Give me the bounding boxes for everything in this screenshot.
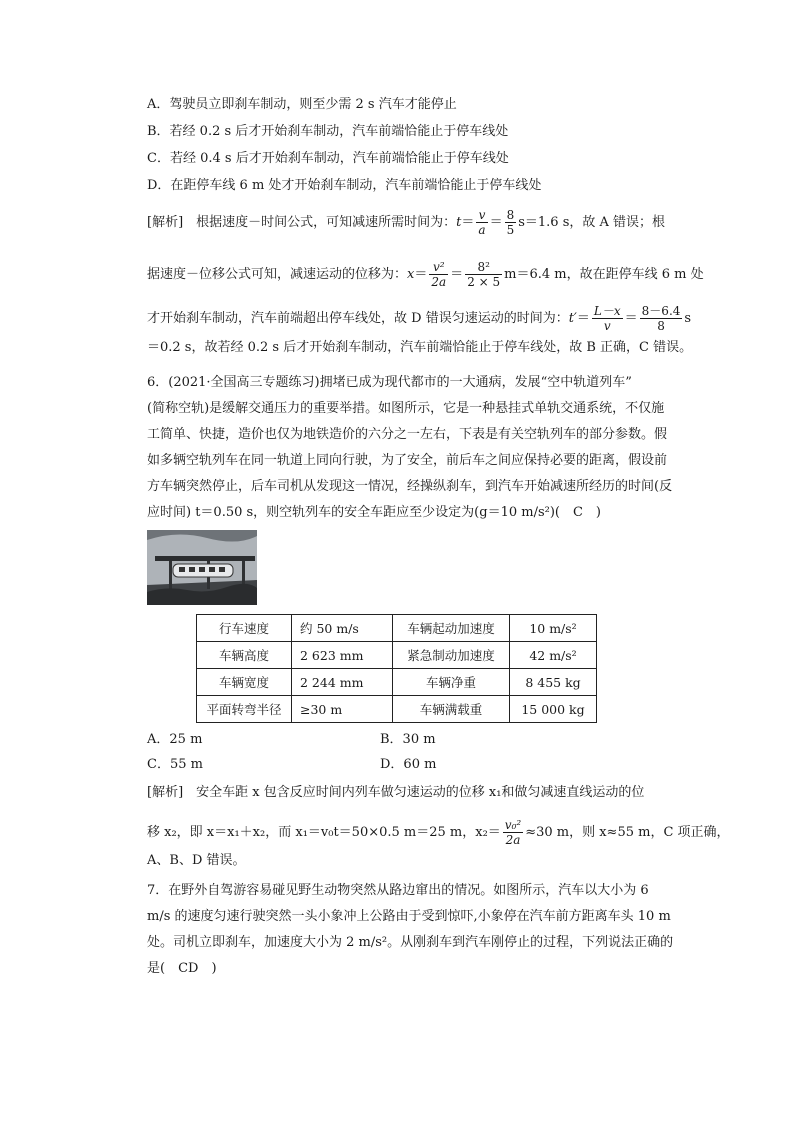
q6-option-d: D．60 m [380,757,437,772]
table-cell: 2 244 mm [292,669,393,696]
fraction-denominator: v [603,319,611,333]
fraction-64-over-10 [465,260,502,289]
table-cell: 车辆满载重 [393,696,510,723]
table-cell: 约 50 m/s [292,615,393,642]
equals-sign: ＝ [576,311,590,326]
table-row [197,669,597,696]
var-x: x [407,267,415,282]
table-cell: 车辆起动加速度 [393,615,510,642]
q5-analysis-line-2 [147,260,704,289]
table-cell: 10 m/s² [510,615,597,642]
q5-option-a: A．驾驶员立即刹车制动，则至少需 2 s 汽车才能停止 [147,97,457,112]
q6-stem-line-5: 方车辆突然停止，后车司机从发现这一情况，经操纵刹车，到汽车开始减速所经历的时间(反 [147,479,673,494]
q6-option-a: A．25 m [147,732,203,747]
fraction-l-minus-x-over-v [592,304,623,333]
q5-analysis-text: 才开始刹车制动，汽车前端超出停车线处，故 D 错误匀速运动的时间为： [147,311,569,326]
q6-analysis-text: ≈30 m，则 x≈55 m，C 项正确， [525,825,730,840]
table-cell: 车辆净重 [393,669,510,696]
fraction-denominator: 5 [506,223,515,237]
equals-sign: ＝ [624,311,638,326]
q6-analysis-text: 移 x₂，即 x＝x₁＋x₂，而 x₁＝v₀t＝50×0.5 m＝25 m，x₂＝ [147,825,501,840]
q6-analysis-line-3: A、B、D 错误。 [147,853,246,868]
equals-sign: ＝ [461,215,475,230]
q5-option-c: C．若经 0.4 s 后才开始刹车制动，汽车前端恰能止于停车线处 [147,151,509,166]
q6-stem-line-6: 应时间) t＝0.50 s，则空轨列车的安全车距应至少设定为(g＝10 m/s²)( C ) [147,505,601,520]
equals-sign: ＝ [450,267,464,282]
q5-analysis-text: m＝6.4 m，故在距停车线 6 m 处 [504,267,704,282]
monorail-photo [147,530,257,605]
q5-analysis-text: [解析] 根据速度－时间公式，可知减速所需时间为： [147,215,457,230]
q5-option-b: B．若经 0.2 s 后才开始刹车制动，汽车前端恰能止于停车线处 [147,124,509,139]
fraction-denominator: 2 × 5 [467,275,501,289]
q7-stem-line-2: m/s 的速度匀速行驶突然一头小象冲上公路由于受到惊吓,小象停在汽车前方距离车头 10 m [147,909,671,924]
q5-analysis-line-4: ＝0.2 s，故若经 0.2 s 后才开始刹车制动，汽车前端恰能止于停车线处，故 B 正确，C 错误。 [147,340,693,355]
q6-stem-line-3: 工简单、快捷，造价也仅为地铁造价的六分之一左右，下表是有关空轨列车的部分参数。假 [147,427,668,442]
q6-stem-line-4: 如多辆空轨列车在同一轨道上同向行驶，为了安全，前后车之间应保持必要的距离，假设前 [147,453,668,468]
equals-sign: ＝ [489,215,503,230]
q6-stem-line-1: 6．(2021·全国高三专题练习)拥堵已成为现代都市的一大通病，发展“空中轨道列车” [147,375,632,390]
table-cell: ≥30 m [292,696,393,723]
table-cell: 8 455 kg [510,669,597,696]
fraction-numerator: v₀² [504,818,522,832]
table-row [197,696,597,723]
table-row [197,615,597,642]
fraction-numerator: v² [429,260,448,275]
q6-analysis-line-2 [147,818,730,847]
q6-option-c: C．55 m [147,757,203,772]
fraction-numerator: 8－6.4 [641,304,681,318]
monorail-photo-drawing [147,530,257,605]
fraction-denominator: 2a [431,275,447,289]
q5-option-d: D．在距停车线 6 m 处才开始刹车制动，汽车前端恰能止于停车线处 [147,178,542,193]
q5-analysis-line-3 [147,304,691,333]
q6-option-b: B．30 m [380,732,436,747]
fraction-v2-over-2a [429,260,448,289]
fraction-v0sq-over-2a [503,818,523,847]
q6-analysis-line-1: [解析] 安全车距 x 包含反应时间内列车做匀速运动的位移 x₁和做匀减速直线运动的位 [147,785,645,800]
table-cell: 2 623 mm [292,642,393,669]
table-row [197,642,597,669]
q5-analysis-text: s＝1.6 s，故 A 错误；根 [518,215,666,230]
table-cell: 42 m/s² [510,642,597,669]
fraction-numerator: L－x [593,304,621,318]
table-cell: 车辆宽度 [197,669,292,696]
q7-stem-line-3: 处。司机立即刹车，加速度大小为 2 m/s²。从刚刹车到汽车刚停止的过程，下列说法正确的 [147,935,674,950]
q7-stem-line-4: 是( CD ) [147,961,217,976]
table-cell: 平面转弯半径 [197,696,292,723]
table-cell: 车辆高度 [197,642,292,669]
var-t: t [456,215,462,230]
q7-stem-line-1: 7．在野外自驾游容易碰见野生动物突然从路边窜出的情况。如图所示，汽车以大小为 6 [147,883,649,898]
fraction-16-over-8 [640,304,683,333]
table-cell: 紧急制动加速度 [393,642,510,669]
var-t-prime: t′ [568,311,577,326]
fraction-numerator: 8² [465,260,502,275]
parameter-table [196,614,597,723]
q6-stem-line-2: (简称空轨)是缓解交通压力的重要举措。如图所示，它是一种悬挂式单轨交通系统，不仅施 [147,401,665,416]
q5-analysis-text: 据速度－位移公式可知，减速运动的位移为： [147,267,408,282]
fraction-numerator: 8 [506,208,515,222]
q5-analysis-line-1 [147,208,665,237]
fraction-v-over-a [476,208,487,237]
fraction-numerator: v [476,208,487,223]
fraction-8-over-5 [505,208,517,237]
fraction-denominator: 2a [505,833,521,847]
fraction-denominator: a [478,223,486,237]
table-cell: 行车速度 [197,615,292,642]
fraction-denominator: 8 [657,319,665,333]
table-cell: 15 000 kg [510,696,597,723]
equals-sign: ＝ [414,267,428,282]
q5-analysis-text: s [684,311,692,326]
